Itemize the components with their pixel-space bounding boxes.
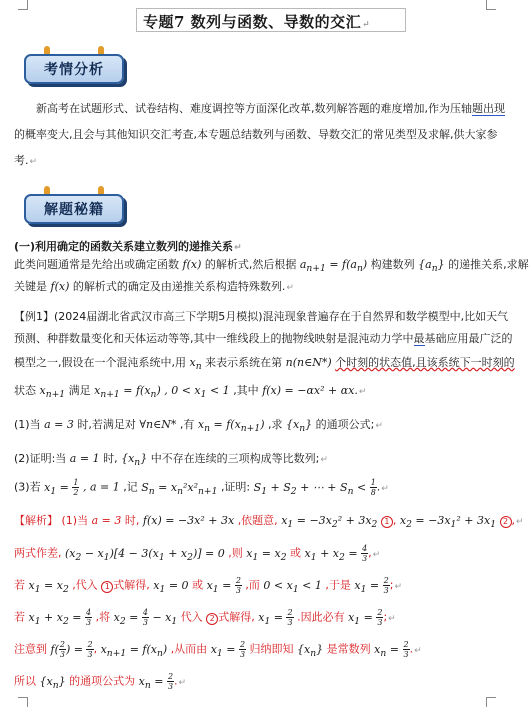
solution-text: (1)当 <box>61 514 89 527</box>
circled-number-2: 2 <box>500 516 512 528</box>
page-title <box>136 8 406 32</box>
section-heading <box>14 238 242 254</box>
intro-paragraph <box>14 96 506 175</box>
math-state-recurrence: $x_{n+1} = f(x_n)$ <box>94 384 161 401</box>
crop-mark <box>486 0 496 10</box>
math-x1-two-thirds: $x_1$ = $\frac{2}{3}$ <box>210 640 246 659</box>
crop-mark <box>18 0 28 10</box>
solution-text: ,代入 <box>72 578 98 592</box>
paragraph-mark: ↵ <box>516 517 524 527</box>
solution-label: 【解析】 <box>14 514 58 527</box>
math-f-definition: f(x) = −αx² + αx <box>262 384 355 397</box>
badge-label: 解题秘籍 <box>24 194 124 224</box>
math-a-equals-1: a = 1 <box>69 452 100 465</box>
section-badge-exam-analysis <box>24 54 128 88</box>
solution-text: ,于是 <box>325 578 351 592</box>
solution-text: 若 <box>14 578 25 592</box>
method-text: 的解析式的确定及由递推关系构造特殊数列. <box>72 280 286 293</box>
question-text: ,求 <box>267 418 283 431</box>
solution-text: 或 <box>290 546 302 560</box>
math-recurrence: $a_{n+1} = f(a_n)$ <box>299 258 368 275</box>
solution-text: ,将 <box>95 610 111 624</box>
example-text: ,其中 <box>233 384 259 397</box>
math-xn-two-thirds: $x_n$ = $\frac{2}{3}$ <box>138 672 174 691</box>
math-xn1: $x_{n+1}$ <box>39 384 66 401</box>
question-text: (3)若 <box>14 480 41 494</box>
method-text: 的递推关系,求解 <box>448 258 529 271</box>
example-text: 来表示系统在第 <box>205 356 283 369</box>
example-line-3 <box>14 354 515 373</box>
paragraph-mark: ↵ <box>381 483 389 494</box>
solution-text: 式解得, <box>218 610 255 624</box>
math-x1-half: $x_1$ = $\frac{1}{2}$ <box>44 478 79 497</box>
paragraph-mark: ↵ <box>375 421 383 431</box>
math-xn-set: $\{x_n\}$ <box>285 418 313 435</box>
math-f-solution: f(x) = −3x² + 3x <box>142 514 235 527</box>
solution-text: 归纳即知 <box>249 642 294 656</box>
math-xn: $x_n$ <box>189 356 202 373</box>
question-text: (2)证明:当 <box>14 452 67 465</box>
solution-text: 是常数列 <box>326 642 371 656</box>
solution-line-5: 注意到 f( $\frac{2}{3}$ ) = $\frac{2}{3}$ , $x_{n+1} = f(x_n)$ ,从而由 $x_1$ = $\frac{2}{3}$ 归纳即知 $\{x_n\}$ 是常数列 $x_n$ = $\frac{2}{3}$ .↵ <box>14 640 422 659</box>
math-eq-2: $x_2 = -3x_1^2 + 3x_1$ <box>399 514 497 531</box>
math-f-of-x: f(x) <box>182 258 202 271</box>
math-xn-set: $\{x_n\}$ <box>121 452 148 469</box>
paragraph-mark: ↵ <box>394 581 403 592</box>
math-a-equals-3: a = 3 <box>91 514 122 527</box>
math-Sn-def: $S_n = x_n^2x^2_{n+1}$ <box>141 480 218 497</box>
solution-text: 若 <box>14 610 25 624</box>
solution-text: 或 <box>192 578 204 592</box>
math-difference: $(x_2 - x_1)[4 - 3(x_1 + x_2)] = 0$ <box>65 546 225 563</box>
math-n-in-N: n(n∈N*) <box>285 356 332 369</box>
question-1 <box>14 416 506 434</box>
solution-text: 时, <box>124 514 140 527</box>
solution-text: 两式作差, <box>14 546 62 560</box>
math-x1-eq-x2: $x_1 = x_2$ <box>246 546 287 563</box>
section-badge-solution-tips <box>24 194 128 228</box>
badge-label: 考情分析 <box>24 54 124 84</box>
math-x1-eq-x2: $x_1 = x_2$ <box>28 578 69 595</box>
example-line-2 <box>14 330 513 346</box>
math-f-of-x: f(x) <box>50 280 70 293</box>
math-forall: ∀n∈N* <box>139 418 177 431</box>
solution-text: 式解得, <box>113 578 150 592</box>
solution-text: ,而 <box>245 578 260 592</box>
paragraph-mark: ↵ <box>29 157 38 167</box>
circled-number-1: 1 <box>381 516 393 528</box>
solution-text: 代入 <box>180 610 203 624</box>
intro-line: 新高考在试题形式、试卷结构、难度调控等方面深化改革,数列解答题的难度增加,作为压轴 <box>36 102 472 115</box>
solution-line-4: 若 $x_1 + x_2$ = $\frac{4}{3}$ ,将 $x_2$ = $\frac{4}{3}$ − $x_1$ 代入 2 式解得, $x_1$ = $\frac{2}{3}$ .因此必有 $x_1$ = $\frac{2}{3}$ ;↵ <box>14 608 396 627</box>
math-x1-zero: $x_1 = 0$ <box>153 578 189 595</box>
example-text: 基础应用最广泛的 <box>424 332 513 345</box>
math-eq-1: $x_1 = -3x_2^2 + 3x_2$ <box>281 514 378 531</box>
question-2 <box>14 450 506 468</box>
solution-text: ,从而由 <box>170 642 208 656</box>
solution-text: 的通项公式为 <box>69 674 136 688</box>
math-xn-set: $\{x_n\}$ <box>297 642 324 659</box>
math-sum-inequality: $S_1 + S_2$ + ⋯ + $S_n$ < $\frac{1}{8}$ <box>253 478 376 497</box>
question-text: ,证明: <box>220 480 251 494</box>
example-text: 满足 <box>68 384 91 397</box>
example-text: 状态 <box>14 384 36 397</box>
paragraph-mark: ↵ <box>414 645 422 656</box>
solution-text: ,依题意, <box>237 514 278 527</box>
math-range: $0 < x_1 < 1$ <box>263 578 322 595</box>
math-sum-4-3: $x_1 + x_2$ = $\frac{4}{3}$ <box>304 544 368 563</box>
example-text: 混沌现象普遍存在于自然界和数学模型中,比如天气 <box>262 310 509 323</box>
crop-mark <box>486 697 496 707</box>
solution-text: 所以 <box>14 674 36 688</box>
solution-line-6: 所以 $\{x_n\}$ 的通项公式为 $x_n$ = $\frac{2}{3}$ .↵ <box>14 672 187 691</box>
intro-line: 的概率变大,且会与其他知识交汇考查,本专题总结数列与函数、导数交汇的常见类型及求解,供大家参 <box>14 128 498 141</box>
example-line-4: 状态 $x_{n+1}$ 满足 $x_{n+1} = f(x_n)$ , $0 < x_1 < 1$ ,其中 f(x) = −αx² + αx.↵ <box>14 384 367 401</box>
solution-line-3: 若 $x_1 = x_2$ ,代入 1 式解得, $x_1 = 0$ 或 $x_1$ = $\frac{2}{3}$ ,而 $0 < x_1 < 1$ ,于是 $x_1$ = $\frac{2}{3}$ ;↵ <box>14 576 403 595</box>
solution-line-1: 【解析】 (1)当 a = 3 时, f(x) = −3x² + 3x ,依题意, $x_1 = -3x_2^2 + 3x_2$ 1 , $x_2 = -3x_1^2 + 3x_1$ 2 ,↵ <box>14 514 524 531</box>
paragraph-mark: ↵ <box>358 387 367 397</box>
example-label: 【例1】 <box>14 310 54 323</box>
math-sum-4-3: $x_1 + x_2$ = $\frac{4}{3}$ <box>28 608 92 627</box>
example-text: 个时刻的状态值,且该系统下一时刻的 <box>335 356 515 369</box>
math-x1-two-thirds: $x_1$ = $\frac{2}{3}$ <box>348 608 383 627</box>
method-text: 构建数列 <box>370 258 415 271</box>
paragraph-mark: ↵ <box>362 20 371 30</box>
method-text: 关键是 <box>14 280 47 293</box>
paragraph-mark: ↵ <box>372 549 381 560</box>
question-text: 的通项公式; <box>315 418 375 431</box>
question-text: 中不存在连续的三项构成等比数列; <box>150 452 320 465</box>
math-a-equals-3: a = 3 <box>44 418 74 431</box>
solution-text: .因此必有 <box>297 610 345 624</box>
example-line-1 <box>14 308 509 324</box>
math-x1-two-thirds: $x_1$ = $\frac{2}{3}$ <box>258 608 293 627</box>
question-3: (3)若 $x_1$ = $\frac{1}{2}$ , a = 1 ,记 $S_n = x_n^2x^2_{n+1}$ ,证明: $S_1 + S_2$ + ⋯ + $S_n$ < $\frac{1}{8}$ .↵ <box>14 478 389 497</box>
question-text: (1)当 <box>14 418 41 431</box>
paragraph-mark: ↵ <box>178 677 187 688</box>
question-text: 时,若满足对 <box>77 418 136 431</box>
math-xn-two-thirds: $x_n$ = $\frac{2}{3}$ <box>374 640 409 659</box>
method-line-1 <box>14 256 529 275</box>
intro-line: 题出现 <box>472 102 505 115</box>
math-range: , $0 < x_1 < 1$ <box>164 384 230 401</box>
paragraph-mark: ↵ <box>388 613 396 624</box>
math-xn-set: $\{x_n\}$ <box>39 674 66 691</box>
math-x1-two-thirds: $x_1$ = $\frac{2}{3}$ <box>206 576 241 595</box>
example-text: 预测、种群数量变化和天体运动等等,其中一维线段上的抛物线映射是混沌动力学中 <box>14 332 414 345</box>
solution-text: ,则 <box>228 546 243 560</box>
method-text: 的解析式,然后根据 <box>204 258 297 271</box>
math-state-recurrence: $x_{n+1} = f(x_n)$ <box>100 642 168 659</box>
question-text: ,记 <box>123 480 138 494</box>
math-sequence: $\{a_n\}$ <box>418 258 445 275</box>
method-line-2 <box>14 278 506 294</box>
method-text: 此类问题通常是先给出或确定函数 <box>14 258 179 271</box>
math-f-two-thirds: f( $\frac{2}{3}$ ) = $\frac{2}{3}$ <box>50 640 93 659</box>
intro-line: 考. <box>14 154 29 167</box>
math-a-equals-1: , a = 1 <box>82 480 120 494</box>
math-xn-equation: $x_n = f(x_{n+1})$ <box>197 418 265 435</box>
section-heading-text: (一)利用确定的函数关系建立数列的递推关系 <box>14 240 234 253</box>
example-text: 模型之一,假设在一个混沌系统中,用 <box>14 356 186 369</box>
solution-text: 注意到 <box>14 642 47 656</box>
circled-number-1: 1 <box>101 581 113 593</box>
paragraph-mark: ↵ <box>286 283 294 293</box>
math-x1-two-thirds: $x_1$ = $\frac{2}{3}$ <box>354 576 389 595</box>
paragraph-mark: ↵ <box>234 243 242 253</box>
question-text: ,有 <box>179 418 195 431</box>
math-x2-substitution: $x_2$ = $\frac{4}{3}$ − $x_1$ <box>113 608 178 627</box>
example-source: (2024届湖北省武汉市高三下学期5月模拟) <box>54 310 263 323</box>
crop-mark <box>18 697 28 707</box>
circled-number-2: 2 <box>206 613 218 625</box>
solution-line-2: 两式作差, $(x_2 - x_1)[4 - 3(x_1 + x_2)] = 0$ ,则 $x_1 = x_2$ 或 $x_1 + x_2$ = $\frac{4}{3}$ ,↵ <box>14 544 381 563</box>
paragraph-mark: ↵ <box>320 455 328 465</box>
example-text: 最 <box>413 332 425 345</box>
question-text: 时, <box>103 452 118 465</box>
page-title-text: 专题7 数列与函数、导数的交汇 <box>143 13 362 31</box>
